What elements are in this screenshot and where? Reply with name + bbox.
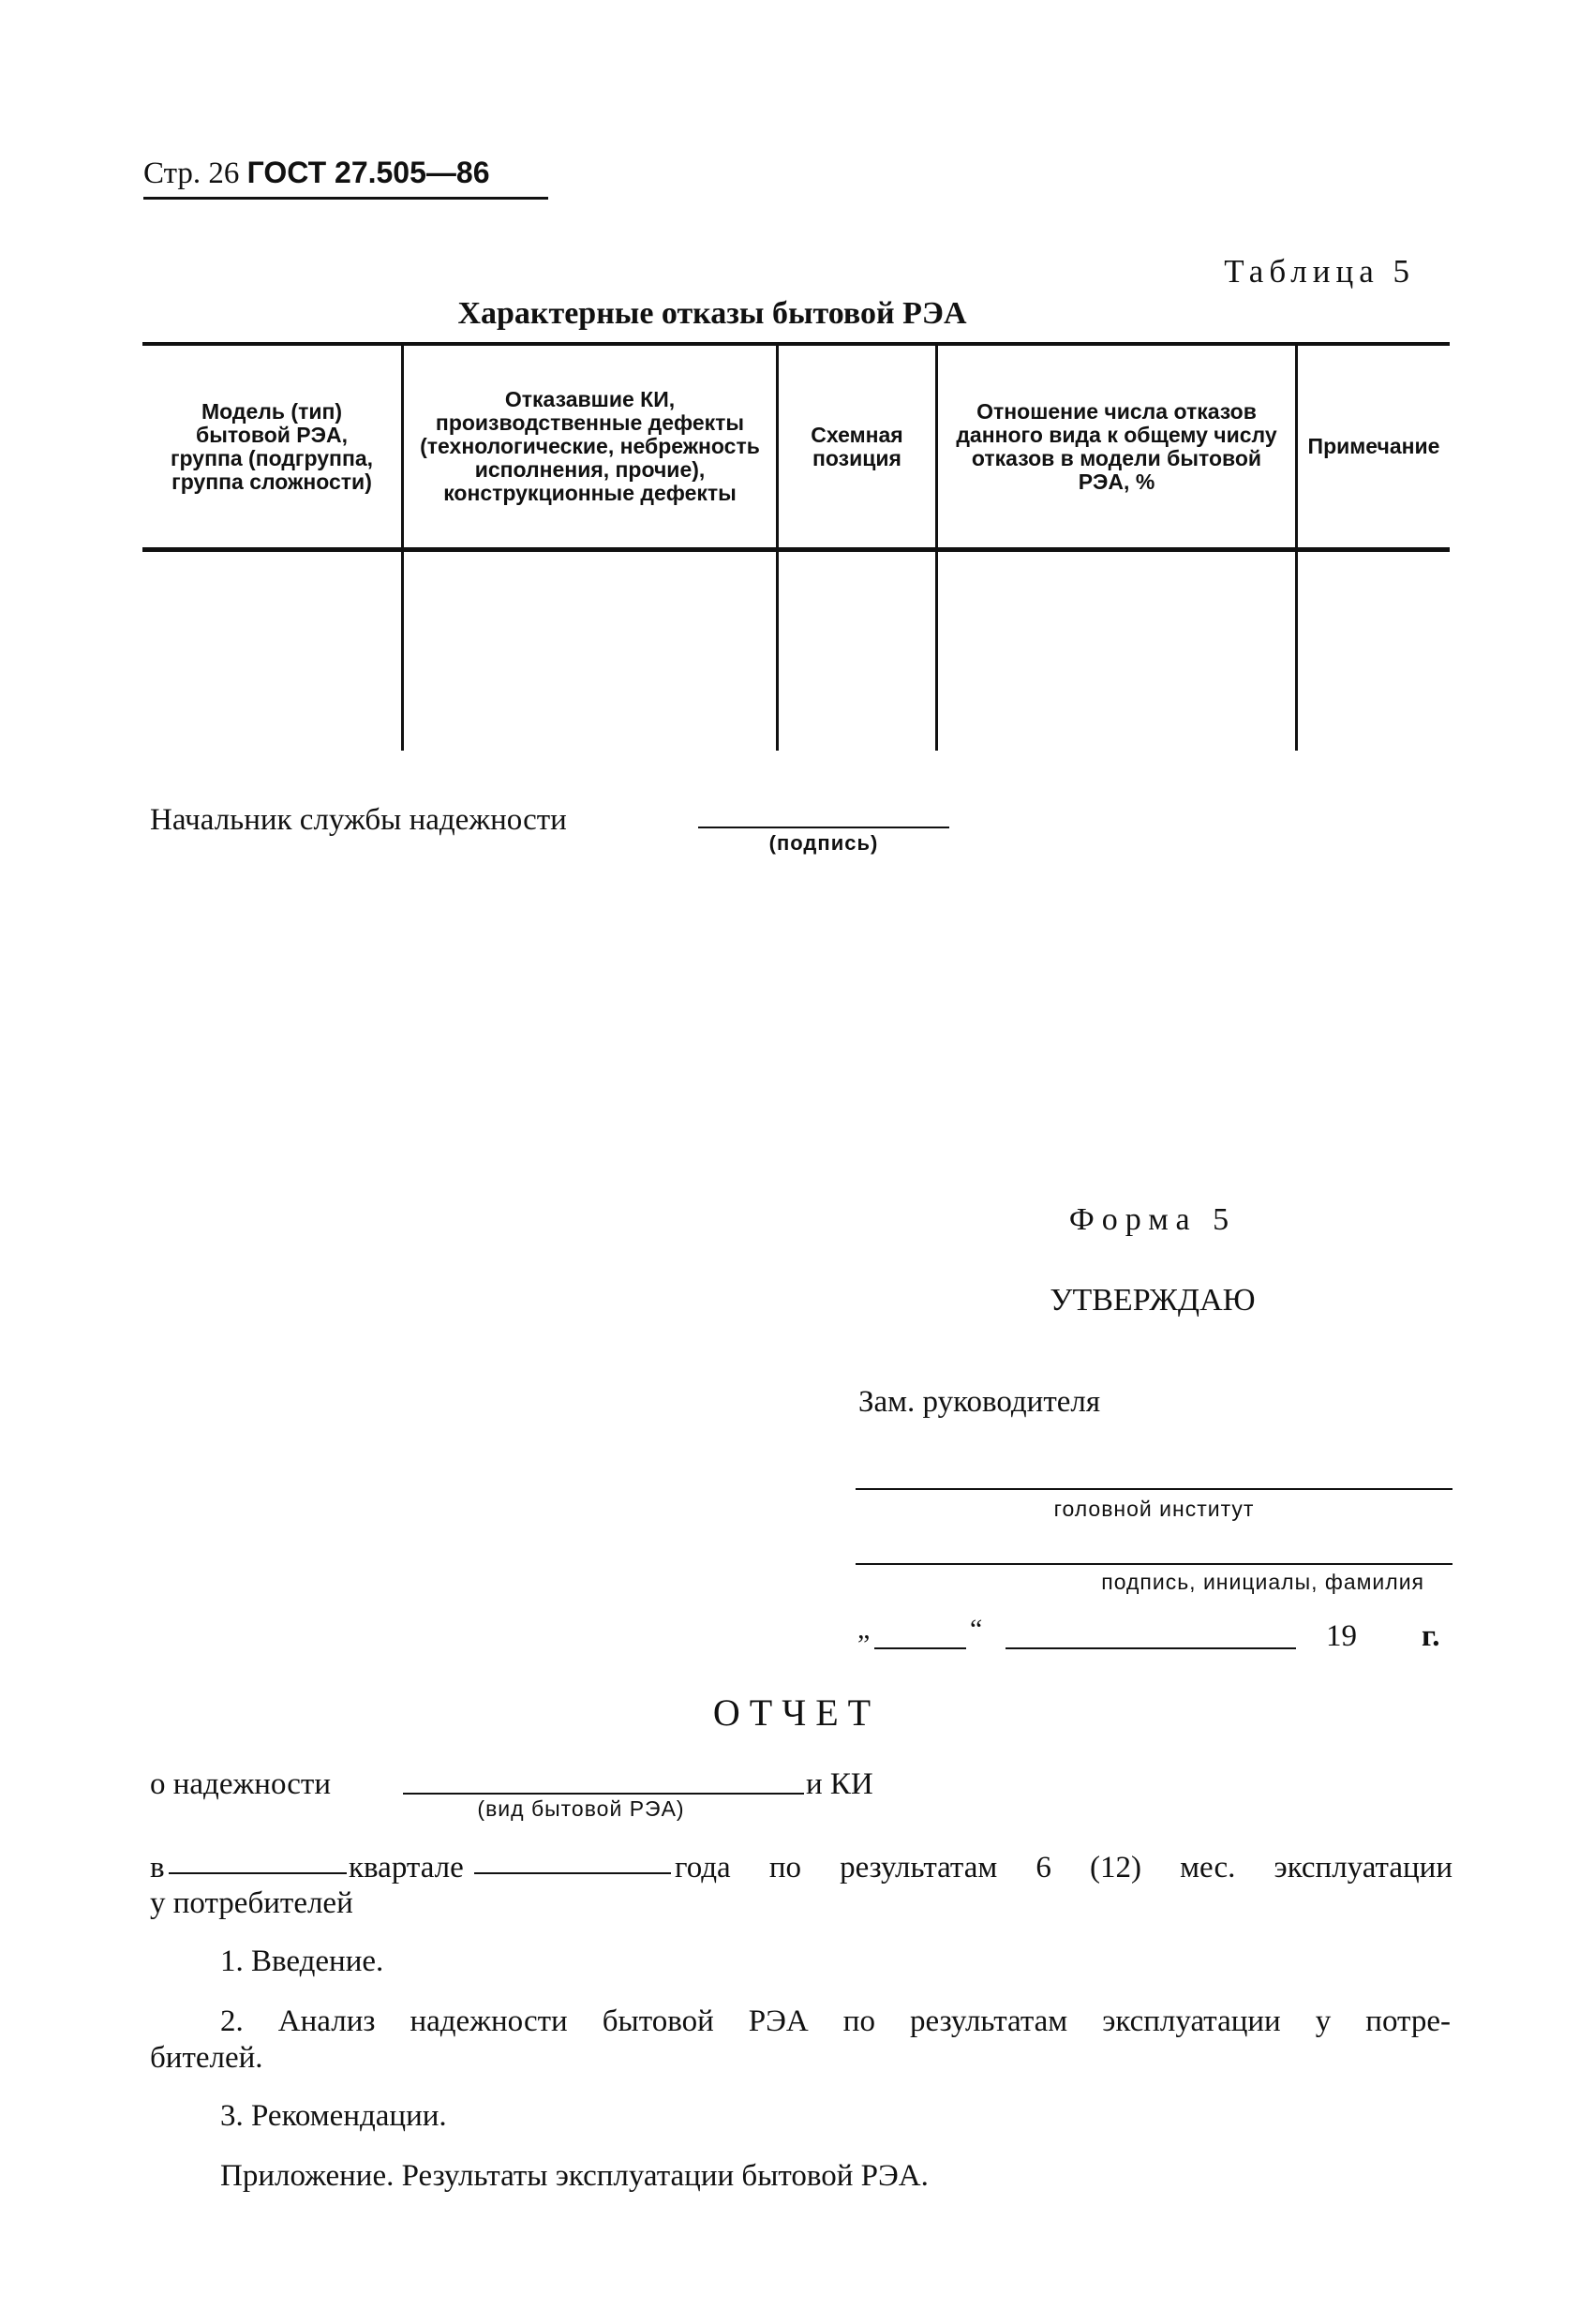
consumers-line: у потребителей xyxy=(150,1886,353,1920)
approver-signature-caption: подпись, инициалы, фамилия xyxy=(1101,1570,1424,1594)
institute-line[interactable] xyxy=(856,1488,1452,1490)
approve-heading: УТВЕРЖДАЮ xyxy=(1050,1283,1256,1318)
appendix-line: Приложение. Результаты эксплуатации бытовой РЭА. xyxy=(220,2159,929,2193)
list-item-analysis: 2. Анализ надежности бытовой РЭА по результатам эксплуатации у потре- xyxy=(220,2004,1451,2038)
column-divider xyxy=(1295,552,1298,751)
close-quote: “ xyxy=(970,1614,983,1645)
column-divider xyxy=(401,552,404,751)
quarter-row xyxy=(150,1851,1452,1888)
failures-table xyxy=(142,342,1450,754)
year-line[interactable] xyxy=(474,1872,671,1874)
column-divider xyxy=(935,552,938,751)
quarter-word: квартале xyxy=(349,1851,464,1885)
device-type-caption: (вид бытовой РЭА) xyxy=(477,1796,685,1821)
quarter-line[interactable] xyxy=(169,1872,347,1874)
year-phrase: года по результатам 6 (12) мес. эксплуатации xyxy=(675,1851,1452,1885)
standard-number: ГОСТ 27.505—86 xyxy=(246,156,490,189)
report-title: ОТЧЕТ xyxy=(712,1691,881,1734)
institute-caption: головной институт xyxy=(1053,1497,1255,1521)
page-header xyxy=(143,156,489,191)
list-item-analysis-continued: бителей. xyxy=(150,2041,263,2075)
table-header-rule xyxy=(142,547,1450,552)
deputy-head-label: Зам. руководителя xyxy=(858,1385,1101,1419)
open-quote: „ xyxy=(857,1614,871,1645)
column-header-failure-ratio: Отношение числа отказов данного вида к общему числу отказов в модели бытовой РЭА, % xyxy=(956,398,1277,494)
column-header-model: Модель (тип) бытовой РЭА, группа (подгруппа, группа сложности) xyxy=(170,398,374,494)
quarter-in: в xyxy=(150,1851,165,1885)
header-rule xyxy=(143,197,548,200)
year-prefix: 19 xyxy=(1326,1619,1357,1653)
column-header-schematic-position: Схемная позиция xyxy=(811,422,903,470)
reliability-prefix: о надежности xyxy=(150,1767,332,1801)
signature-caption: (подпись) xyxy=(768,831,879,855)
list-item-introduction: 1. Введение. xyxy=(220,1944,384,1978)
signature-line[interactable] xyxy=(698,827,949,828)
year-suffix: г. xyxy=(1422,1619,1440,1653)
day-line[interactable] xyxy=(874,1647,966,1649)
device-type-line[interactable] xyxy=(403,1793,804,1795)
page-number: Стр. 26 xyxy=(143,156,240,190)
column-header-note: Примечание xyxy=(1307,434,1440,458)
list-item-recommendations: 3. Рекомендации. xyxy=(220,2099,447,2133)
table-label: Таблица 5 xyxy=(1224,253,1415,290)
approver-signature-line[interactable] xyxy=(856,1563,1452,1565)
column-header-failed-components: Отказавшие КИ, производственные дефекты (технологические, небрежность исполнения, прочие), конструкционные дефекты xyxy=(420,387,760,505)
form-label: Форма 5 xyxy=(1068,1202,1237,1237)
month-line[interactable] xyxy=(1006,1647,1296,1649)
approval-date xyxy=(856,1614,1455,1657)
table-title: Характерные отказы бытовой РЭА xyxy=(457,296,967,331)
column-divider xyxy=(776,552,779,751)
reliability-chief-label: Начальник службы надежности xyxy=(150,803,567,837)
ki-suffix: и КИ xyxy=(806,1767,873,1801)
